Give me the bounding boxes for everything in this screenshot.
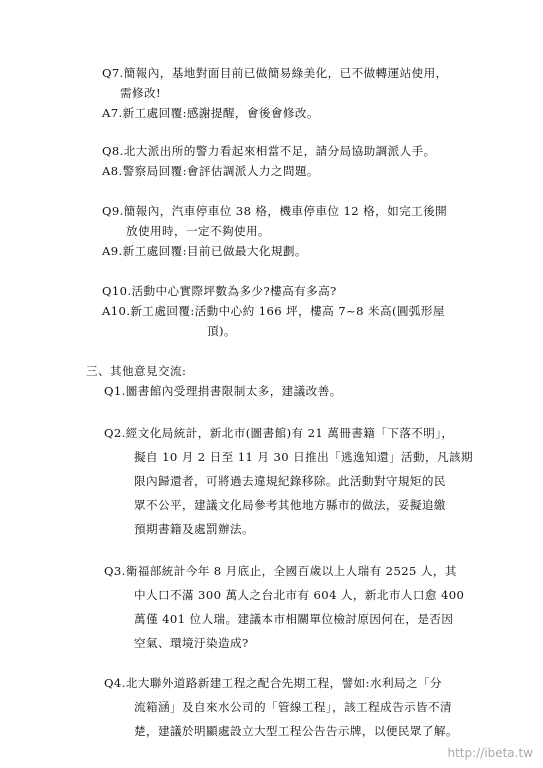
- q8: Q8.北大派出所的警力看起來相當不足，請分局協助調派人手。: [102, 144, 436, 158]
- other-q4-line3: 楚，建議於明顯處設立大型工程公告告示牌，以便民眾了解。: [134, 724, 458, 738]
- other-q1: Q1.圖書館內受理捐書限制太多，建議改善。: [104, 384, 342, 398]
- q9-line2: 放使用時，一定不夠使用。: [126, 224, 270, 238]
- other-q3-line1: Q3.衛福部統計今年 8 月底止，全國百歲以上人瑞有 2525 人，其: [104, 564, 457, 578]
- other-q3-line2: 中人口不滿 300 萬人之台北市有 604 人，新北市人口愈 400: [134, 588, 465, 602]
- a8: A8.警察局回覆:會評估調派人力之問題。: [102, 164, 319, 178]
- a9: A9.新工處回覆:目前已做最大化規劃。: [102, 244, 307, 258]
- a10-line1: A10.新工處回覆:活動中心約 166 坪，樓高 7~8 米高(圓弧形屋: [102, 304, 445, 318]
- watermark: http://ibeta.tw: [447, 746, 533, 760]
- other-q4-line1: Q4.北大聯外道路新建工程之配合先期工程，譬如:水利局之「分: [104, 676, 442, 690]
- other-q2-line3: 限內歸還者，可將過去違規紀錄移除。此活動對守規矩的民: [134, 474, 446, 488]
- other-q3-line3: 萬僅 401 位人瑞。建議本市相關單位檢討原因何在，是否因: [134, 612, 454, 626]
- other-q2-line5: 預期書籍及處罰辦法。: [134, 522, 254, 536]
- a10-line2: 頂)。: [207, 324, 236, 338]
- q7-line2: 需修改!: [120, 86, 162, 100]
- other-q2-line2: 擬自 10 月 2 日至 11 月 30 日推出「逃逸知還」活動，凡該期: [134, 450, 473, 464]
- other-q3-line4: 空氣、環境汙染造成?: [134, 636, 249, 650]
- other-q2-line4: 眾不公平，建議文化局參考其他地方縣市的做法，妥擬追繳: [134, 498, 446, 512]
- q7-line1: Q7.簡報內，基地對面目前已做簡易綠美化，已不做轉運站使用，: [102, 66, 448, 80]
- q9-line1: Q9.簡報內，汽車停車位 38 格，機車停車位 12 格，如完工後開: [102, 204, 448, 218]
- other-q2-line1: Q2.經文化局統計，新北市(圖書館)有 21 萬冊書籍「下落不明」，: [104, 426, 454, 440]
- a7: A7.新工處回覆:感謝提醒，會後會修改。: [102, 106, 319, 120]
- section-3-heading: 三、其他意見交流:: [86, 364, 187, 378]
- q10: Q10.活動中心實際坪數為多少?樓高有多高?: [102, 284, 337, 298]
- other-q4-line2: 流箱涵」及自來水公司的「管線工程」，該工程成告示皆不清: [134, 700, 453, 714]
